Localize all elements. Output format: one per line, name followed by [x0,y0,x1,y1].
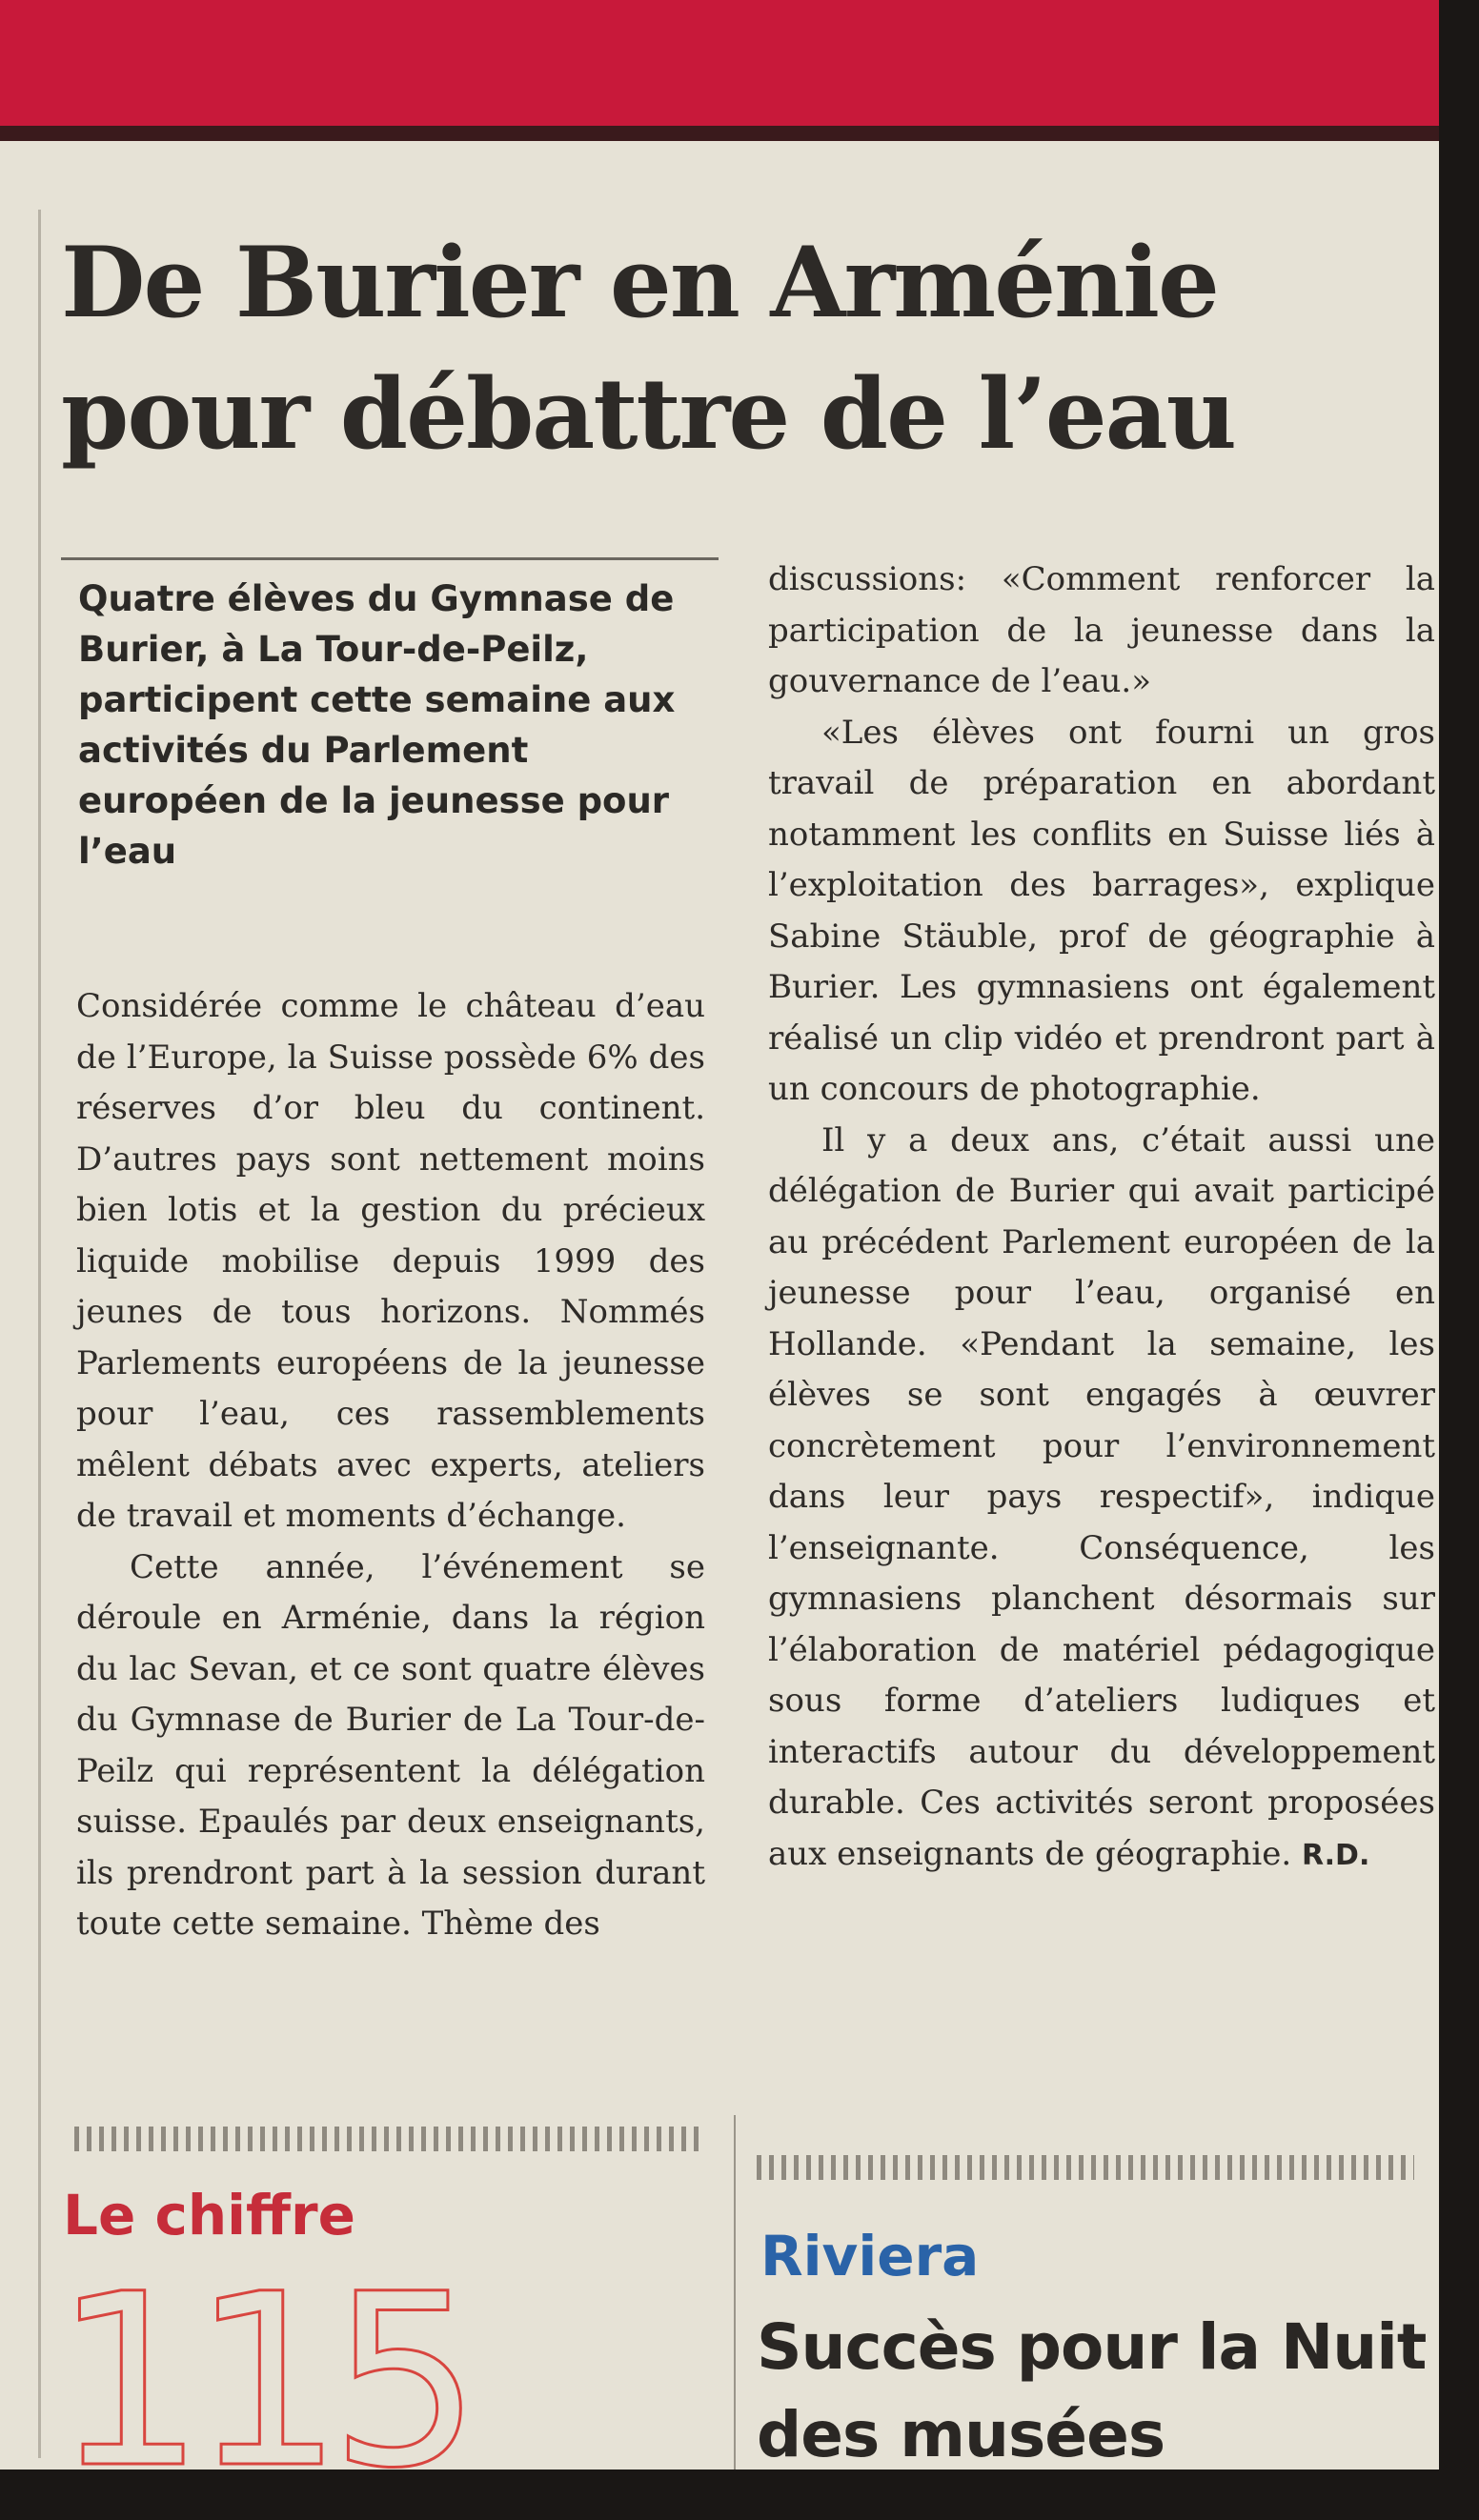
dashed-separator-right [757,2155,1414,2180]
riviera-article-title: Succès pour la Nuit des musées [757,2310,1427,2471]
body-paragraph-5-text: Il y a deux ans, c’était aussi une délégation de Burier qui avait participé au précédent Parlement européen de la jeunesse pour l’eau, organisé en Hollande. «Pendant la semaine, les élèves se sont engagés à œuvrer concrètement pour l’environnement dans leur pays respectif», indique l’enseignante. Conséquence, les gymnasiens planchent désormais sur l’élaboration de matériel pédagogique sous forme d’ateliers ludiques et interactifs autour du développement durable. Ces activités seront proposées aux enseignants de géographie. [768,1120,1435,1873]
deck-rule [61,557,719,560]
dashed-separator-left [74,2127,703,2151]
le-chiffre-label: Le chiffre [63,2183,355,2248]
body-paragraph-2: Cette année, l’événement se déroule en Arménie, dans la région du lac Sevan, et ce sont quatre élèves du Gymnase de Burier de La Tour-de-Peilz qui représentent la délégation suisse. Epaulés par deux enseignants, ils prendront part à la session durant toute cette semaine. Thème des [76,1547,705,1943]
left-column-rule [38,210,41,2458]
article-deck: Quatre élèves du Gymnase de Burier, à La Tour-de-Peilz, participent cette semaine aux activités du Parlement européen de la jeunesse pour l’eau [78,578,676,872]
article-headline: De Burier en Arménie pour débattre de l’eau [61,226,1235,472]
body-paragraph-3: discussions: «Comment renforcer la participation de la jeunesse dans la gouvernance de l’eau.» [768,560,1435,700]
author-signature: R.D. [1301,1838,1370,1872]
article-column-2 [768,554,1435,1881]
body-paragraph-4: «Les élèves ont fourni un gros travail de préparation en abordant notamment les conflits en Suisse liés à l’exploitation des barrages», explique Sabine Stäuble, prof de géographie à Burier. Les gymnasiens ont également réalisé un clip vidéo et prendront part à un concours de photographie. [768,713,1435,1108]
le-chiffre-value: 115 [53,2243,469,2520]
body-paragraph-5 [768,1116,1435,1882]
red-header-band [0,0,1439,141]
bottom-column-rule [734,2115,736,2470]
body-paragraph-1: Considérée comme le château d’eau de l’Europe, la Suisse possède 6% des réserves d’or bleu du continent. D’autres pays sont nettement moins bien lotis et la gestion du précieux liquide mobilise depuis 1999 des jeunes de tous horizons. Nommés Parlements européens de la jeunesse pour l’eau, ces rassemblements mêlent débats avec experts, ateliers de travail et moments d’échange. [76,987,705,1535]
article-column-1 [76,981,705,1950]
riviera-section-label: Riviera [760,2224,980,2288]
